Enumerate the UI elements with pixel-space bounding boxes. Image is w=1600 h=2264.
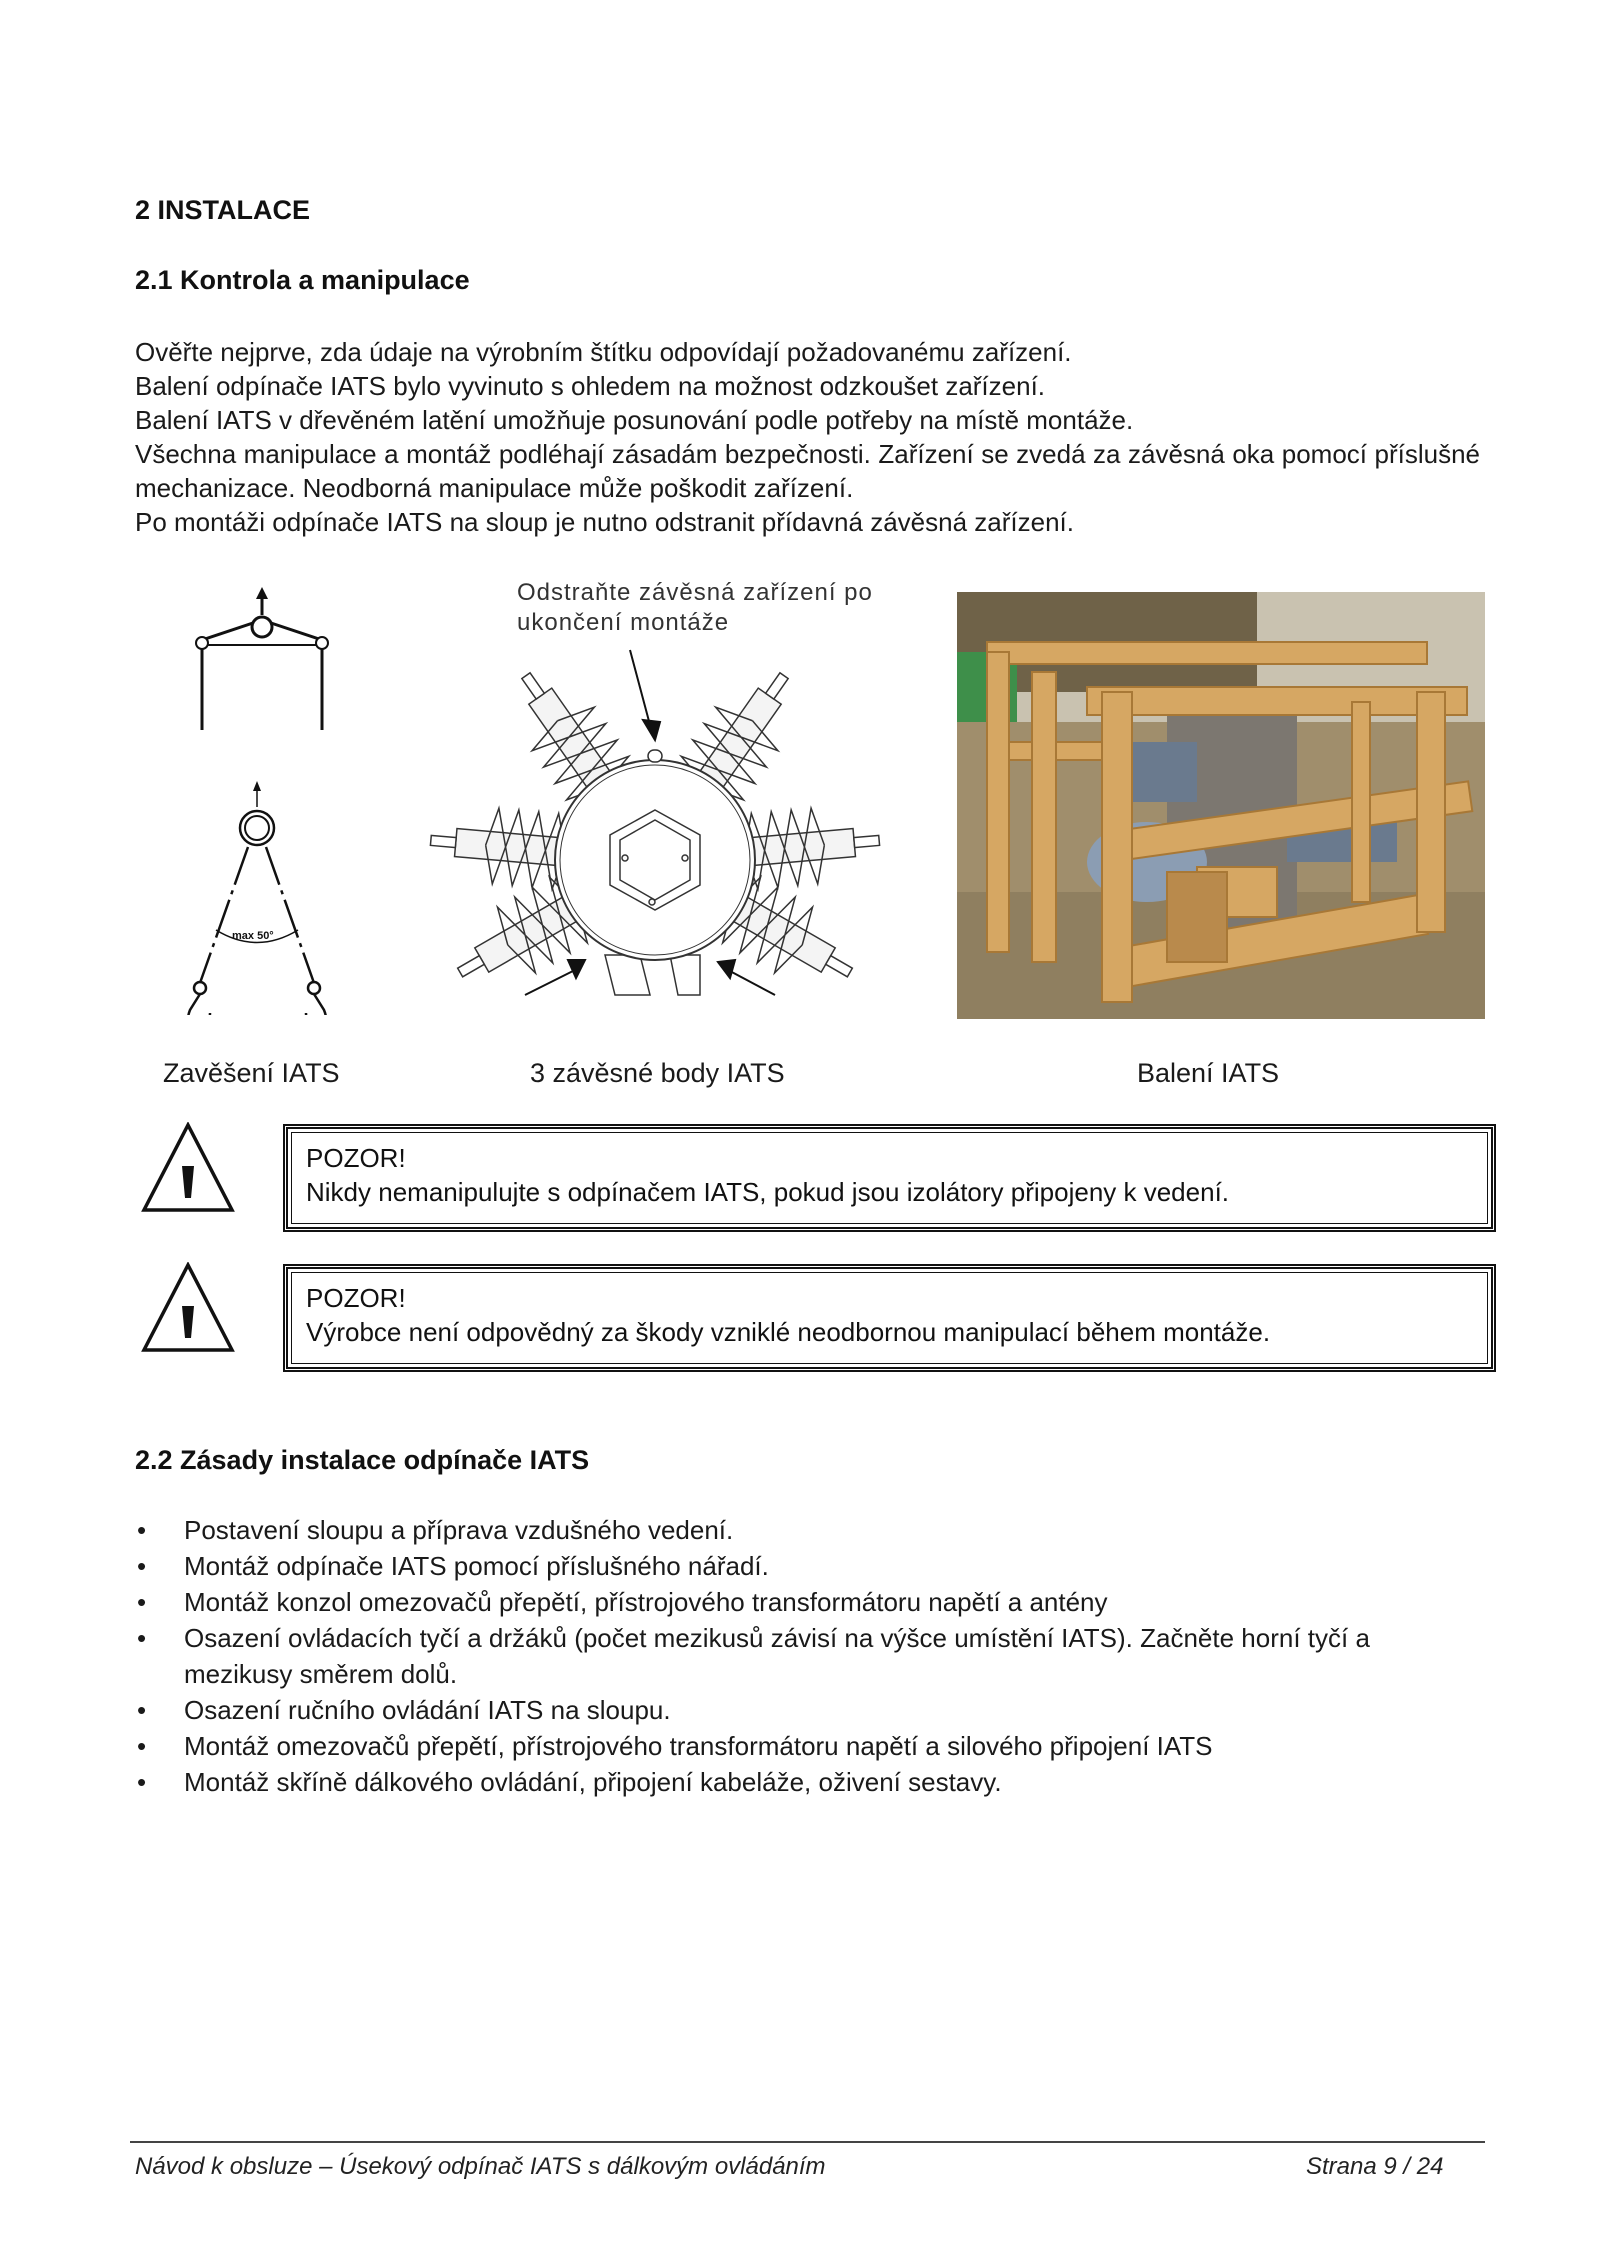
list-item: • Montáž skříně dálkového ovládání, připojení kabeláže, oživení sestavy. [135, 1764, 1480, 1800]
bullet-icon: • [137, 1767, 147, 1797]
footer-divider [130, 2141, 1485, 2143]
footer-document-title: Návod k obsluze – Úsekový odpínač IATS s dálkovým ovládáním [135, 2153, 826, 2180]
warning-box [283, 1264, 1496, 1372]
warning-triangle-icon [140, 1122, 236, 1214]
paragraph-line: Všechna manipulace a montáž podléhají zásadám bezpečnosti. Zařízení se zvedá za závěsná oka pomocí příslušné mechanizace. Neodborná manipulace může poškodit zařízení. [135, 439, 1480, 503]
switch-diagram [400, 640, 920, 1020]
bullet-icon: • [137, 1623, 147, 1653]
list-item: • Montáž odpínače IATS pomocí příslušného nářadí. [135, 1548, 1480, 1584]
list-item: • Osazení ovládacích tyčí a držáků (počet mezikusů závisí na výšce umístění IATS). Začněte horní tyčí a mezikusy směrem dolů. [135, 1620, 1480, 1692]
page-number: Strana 9 / 24 [1306, 2153, 1444, 2180]
subsection-title-2-2: 2.2 Zásady instalace odpínače IATS [135, 1445, 590, 1475]
svg-text:max 50°: max 50° [232, 930, 274, 942]
list-item: • Montáž konzol omezovačů přepětí, přístrojového transformátoru napětí a antény [135, 1584, 1480, 1620]
warning-text: Nikdy nemanipulujte s odpínačem IATS, pokud jsou izolátory připojeny k vedení. [306, 1177, 1230, 1207]
paragraph-line: Po montáži odpínače IATS na sloup je nutno odstranit přídavná závěsná zařízení. [135, 507, 1074, 537]
wooden-crate-image [957, 592, 1485, 1019]
caption-packaging: Balení IATS [1137, 1058, 1280, 1088]
bullet-icon: • [137, 1551, 147, 1581]
intro-paragraph [135, 335, 1480, 539]
bullet-icon: • [137, 1587, 147, 1617]
bullet-icon: • [137, 1695, 147, 1725]
caption-suspension-points: 3 závěsné body IATS [530, 1058, 785, 1088]
bullet-icon: • [137, 1515, 147, 1545]
warning-title: POZOR! [306, 1283, 406, 1313]
list-item: • Postavení sloupu a příprava vzdušného vedení. [135, 1512, 1480, 1548]
paragraph-line: Balení IATS v dřevěném latění umožňuje posunování podle potřeby na místě montáže. [135, 405, 1134, 435]
lifting-sling-icon [180, 585, 350, 1015]
warning-text: Výrobce není odpovědný za škody vzniklé neodbornou manipulací během montáže. [306, 1317, 1271, 1347]
switch-insulators-icon [400, 640, 920, 1020]
warning-box [283, 1124, 1496, 1232]
bullet-icon: • [137, 1731, 147, 1761]
list-item: • Osazení ručního ovládání IATS na sloupu. [135, 1692, 1480, 1728]
warning-triangle-icon [140, 1262, 236, 1354]
warning-title: POZOR! [306, 1143, 406, 1173]
crate-photo [957, 592, 1485, 1019]
list-item: • Montáž omezovačů přepětí, přístrojového transformátoru napětí a silového připojení IATS [135, 1728, 1480, 1764]
section-title: 2 INSTALACE [135, 195, 311, 225]
figure-annotation: Odstraňte závěsná zařízení po ukončení montáže [517, 579, 873, 636]
subsection-title-2-1: 2.1 Kontrola a manipulace [135, 265, 470, 295]
installation-steps-list [135, 1512, 1480, 1800]
paragraph-line: Balení odpínače IATS bylo vyvinuto s ohledem na možnost odzkoušet zařízení. [135, 371, 1046, 401]
paragraph-line: Ověřte nejprve, zda údaje na výrobním štítku odpovídají požadovanému zařízení. [135, 337, 1072, 367]
lifting-diagram [180, 585, 350, 1015]
caption-suspension: Zavěšení IATS [163, 1058, 340, 1088]
